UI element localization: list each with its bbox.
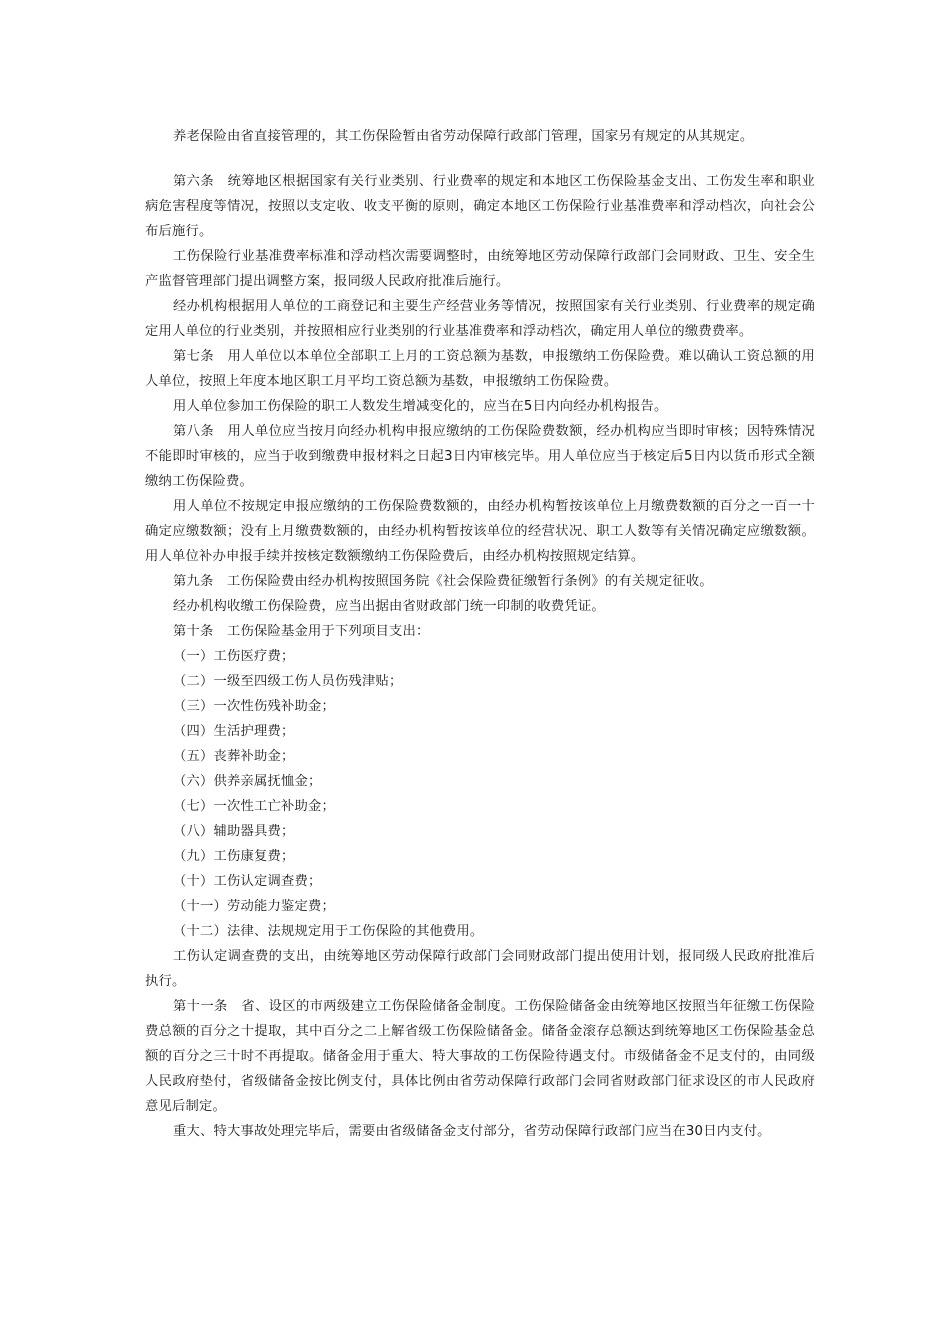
paragraph: 工伤认定调查费的支出，由统筹地区劳动保障行政部门会同财政部门提出使用计划，报同级人民政府批准后执行。: [145, 949, 815, 989]
list-item: （六）供养亲属抚恤金；: [173, 774, 322, 789]
paragraph-gap: [145, 149, 815, 169]
list-item: （十二）法律、法规规定用于工伤保险的其他费用。: [173, 924, 484, 939]
paragraph: 用人单位参加工伤保险的职工人数发生增减变化的，应当在5日内向经办机构报告。: [173, 399, 668, 414]
list-item: （九）工伤康复费；: [173, 849, 295, 864]
list-item: （十）工伤认定调查费；: [173, 874, 322, 889]
paragraph: 用人单位不按规定申报应缴纳的工伤保险费数额的，由经办机构暂按该单位上月缴费数额的百分之一百一十确定应缴数额；没有上月缴费数额的，由经办机构暂按该单位的经营状况、职工人数等有关情况确定应缴数额。用人单位补办申报手续并按核定数额缴纳工伤保险费后，由经办机构按照规定结算。: [145, 499, 815, 564]
paragraph: 经办机构收缴工伤保险费，应当出据由省财政部门统一印制的收费凭证。: [173, 599, 605, 614]
document-body: [145, 124, 815, 1144]
article-11: 第十一条 省、设区的市两级建立工伤保险储备金制度。工伤保险储备金由统筹地区按照当年征缴工伤保险费总额的百分之十提取，其中百分之二上解省级工伤保险储备金。储备金滚存总额达到统筹地区工伤保险基金总额的百分之三十时不再提取。储备金用于重大、特大事故的工伤保险待遇支付。市级储备金不足支付的，由同级人民政府垫付，省级储备金按比例支付，具体比例由省劳动保障行政部门会同省财政部门征求设区的市人民政府意见后制定。: [145, 999, 815, 1114]
list-item: （四）生活护理费；: [173, 724, 295, 739]
paragraph-intro: 养老保险由省直接管理的，其工伤保险暂由省劳动保障行政部门管理，国家另有规定的从其规定。: [173, 129, 754, 144]
list-item: （八）辅助器具费；: [173, 824, 295, 839]
list-item: （三）一次性伤残补助金；: [173, 699, 335, 714]
list-item: （一）工伤医疗费；: [173, 649, 295, 664]
article-8: 第八条 用人单位应当按月向经办机构申报应缴纳的工伤保险费数额，经办机构应当即时审核；因特殊情况不能即时审核的，应当于收到缴费申报材料之日起3日内审核完毕。用人单位应当于核定后5日内以货币形式全额缴纳工伤保险费。: [145, 424, 815, 489]
paragraph: 工伤保险行业基准费率标准和浮动档次需要调整时，由统筹地区劳动保障行政部门会同财政、卫生、安全生产监督管理部门提出调整方案，报同级人民政府批准后施行。: [145, 249, 815, 289]
list-item: （七）一次性工亡补助金；: [173, 799, 335, 814]
list-item: （十一）劳动能力鉴定费；: [173, 899, 335, 914]
paragraph: 经办机构根据用人单位的工商登记和主要生产经营业务等情况，按照国家有关行业类别、行业费率的规定确定用人单位的行业类别，并按照相应行业类别的行业基准费率和浮动档次，确定用人单位的缴费费率。: [145, 299, 815, 339]
article-6: 第六条 统筹地区根据国家有关行业类别、行业费率的规定和本地区工伤保险基金支出、工伤发生率和职业病危害程度等情况，按照以支定收、收支平衡的原则，确定本地区工伤保险行业基准费率和浮动档次，向社会公布后施行。: [145, 174, 815, 239]
article-7: 第七条 用人单位以本单位全部职工上月的工资总额为基数，申报缴纳工伤保险费。难以确认工资总额的用人单位，按照上年度本地区职工月平均工资总额为基数，申报缴纳工伤保险费。: [145, 349, 815, 389]
list-item: （二）一级至四级工伤人员伤残津贴；: [173, 674, 403, 689]
article-10: 第十条 工伤保险基金用于下列项目支出：: [173, 624, 430, 639]
list-item: （五）丧葬补助金；: [173, 749, 295, 764]
article-9: 第九条 工伤保险费由经办机构按照国务院《社会保险费征缴暂行条例》的有关规定征收。: [173, 574, 713, 589]
paragraph: 重大、特大事故处理完毕后，需要由省级储备金支付部分，省劳动保障行政部门应当在30日内支付。: [173, 1124, 771, 1139]
